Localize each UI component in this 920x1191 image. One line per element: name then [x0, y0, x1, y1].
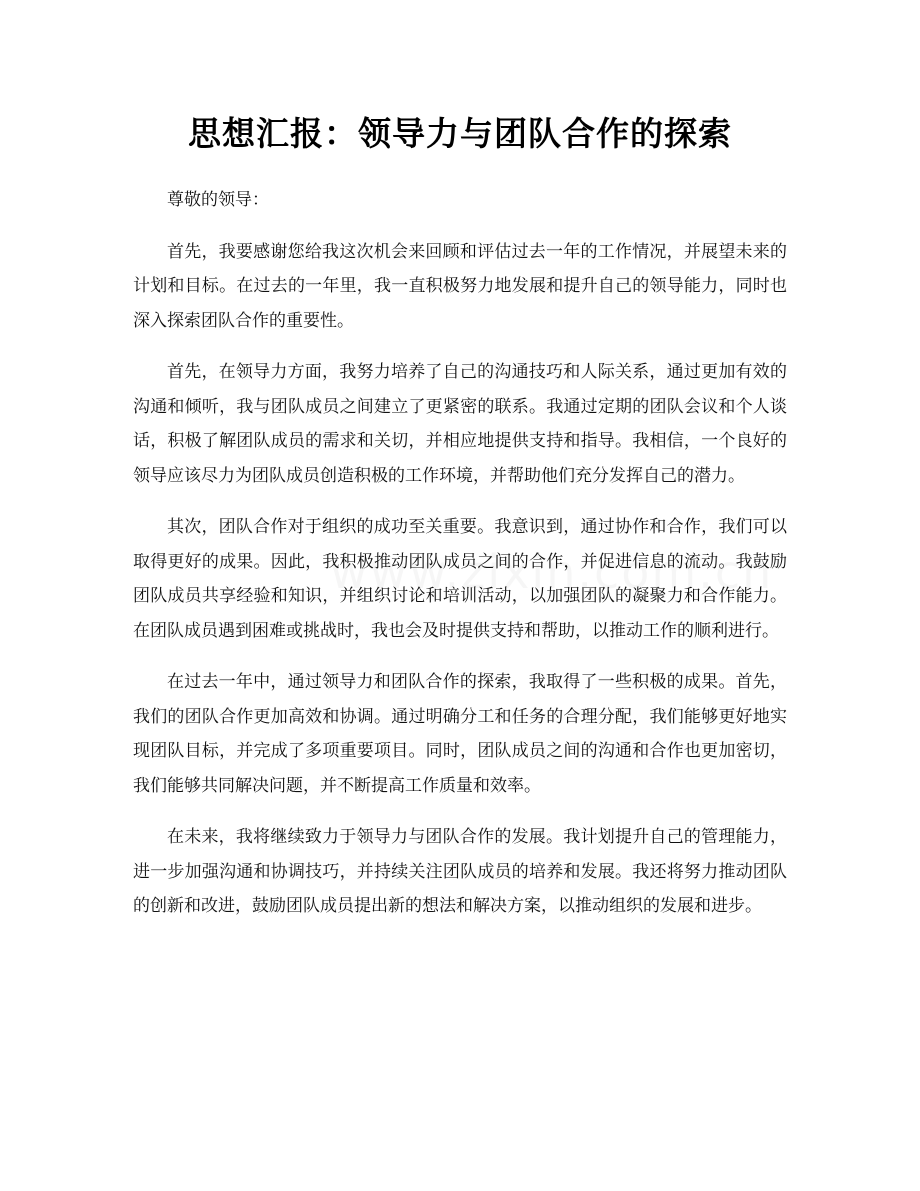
paragraph-1: 首先，我要感谢您给我这次机会来回顾和评估过去一年的工作情况，并展望未来的计划和目标。在过去的一年里，我一直积极努力地发展和提升自己的领导能力，同时也深入探索团队合作的重要性。 — [133, 241, 787, 331]
paragraph-4: 在过去一年中，通过领导力和团队合作的探索，我取得了一些积极的成果。首先，我们的团队合作更加高效和协调。通过明确分工和任务的合理分配，我们能够更好地实现团队目标，并完成了多项重要项目。同时，团队成员之间的沟通和合作也更加密切，我们能够共同解决问题，并不断提高工作质量和效率。 — [133, 672, 787, 796]
paragraph-5: 在未来，我将继续致力于领导力与团队合作的发展。我计划提升自己的管理能力，进一步加强沟通和协调技巧，并持续关注团队成员的培养和发展。我还将努力推动团队的创新和改进，鼓励团队成员提出新的想法和解决方案，以推动组织的发展和进步。 — [133, 827, 787, 916]
paragraph-2: 首先，在领导力方面，我努力培养了自己的沟通技巧和人际关系，通过更加有效的沟通和倾听，我与团队成员之间建立了更紧密的联系。我通过定期的团队会议和个人谈话，积极了解团队成员的需求和关切，并相应地提供支持和指导。我相信，一个良好的领导应该尽力为团队成员创造积极的工作环境，并帮助他们充分发挥自己的潜力。 — [133, 362, 787, 486]
document-body — [133, 183, 787, 941]
paragraph-3: 其次，团队合作对于组织的成功至关重要。我意识到，通过协作和合作，我们可以取得更好的成果。因此，我积极推动团队成员之间的合作，并促进信息的流动。我鼓励团队成员共享经验和知识，并组织讨论和培训活动，以加强团队的凝聚力和合作能力。在团队成员遇到困难或挑战时，我也会及时提供支持和帮助，以推动工作的顺利进行。 — [133, 517, 787, 641]
document-title: 思想汇报：领导力与团队合作的探索 — [188, 114, 732, 153]
salutation: 尊敬的领导： — [167, 190, 269, 210]
